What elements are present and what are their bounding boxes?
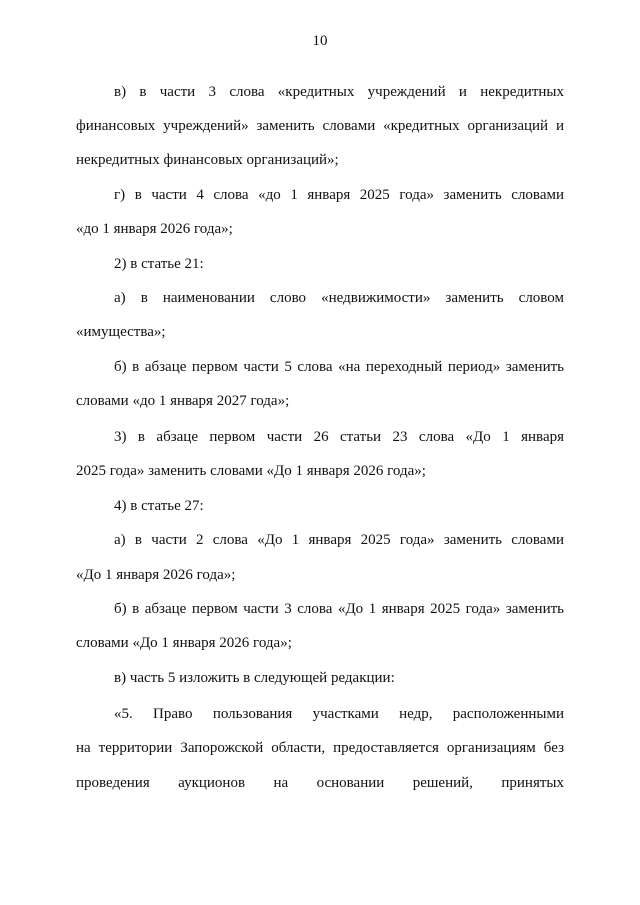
text-line: 2) в статье 21: xyxy=(114,256,204,272)
text-line: «До 1 января 2026 года»; xyxy=(76,567,236,583)
text-line: 3) в абзаце первом части 26 статьи 23 слова «До 1 января xyxy=(114,429,564,445)
text-line: г) в части 4 слова «до 1 января 2025 года» заменить словами xyxy=(114,187,564,203)
text-line: а) в части 2 слова «До 1 января 2025 года» заменить словами xyxy=(114,532,564,548)
text-line: «имущества»; xyxy=(76,324,166,340)
text-line: «до 1 января 2026 года»; xyxy=(76,221,233,237)
text-line: б) в абзаце первом части 3 слова «До 1 января 2025 года» заменить xyxy=(114,601,564,617)
page-number: 10 xyxy=(312,33,328,49)
text-line: 2025 года» заменить словами «До 1 января 2026 года»; xyxy=(76,463,426,479)
text-line: б) в абзаце первом части 5 слова «на переходный период» заменить xyxy=(114,359,564,375)
text-line: 4) в статье 27: xyxy=(114,498,204,514)
text-line: а) в наименовании слово «недвижимости» заменить словом xyxy=(114,290,564,306)
text-line: «5. Право пользования участками недр, расположенными xyxy=(114,706,564,722)
text-line: некредитных финансовых организаций»; xyxy=(76,152,339,168)
text-line: финансовых учреждений» заменить словами «кредитных организаций и xyxy=(76,118,564,134)
text-line: словами «до 1 января 2027 года»; xyxy=(76,393,290,409)
text-line: проведения аукционов на основании решений, принятых xyxy=(76,775,564,791)
text-line: словами «До 1 января 2026 года»; xyxy=(76,635,292,651)
text-line: на территории Запорожской области, предоставляется организациям без xyxy=(76,740,564,756)
text-line: в) часть 5 изложить в следующей редакции: xyxy=(114,670,395,686)
text-line: в) в части 3 слова «кредитных учреждений и некредитных xyxy=(114,84,564,100)
